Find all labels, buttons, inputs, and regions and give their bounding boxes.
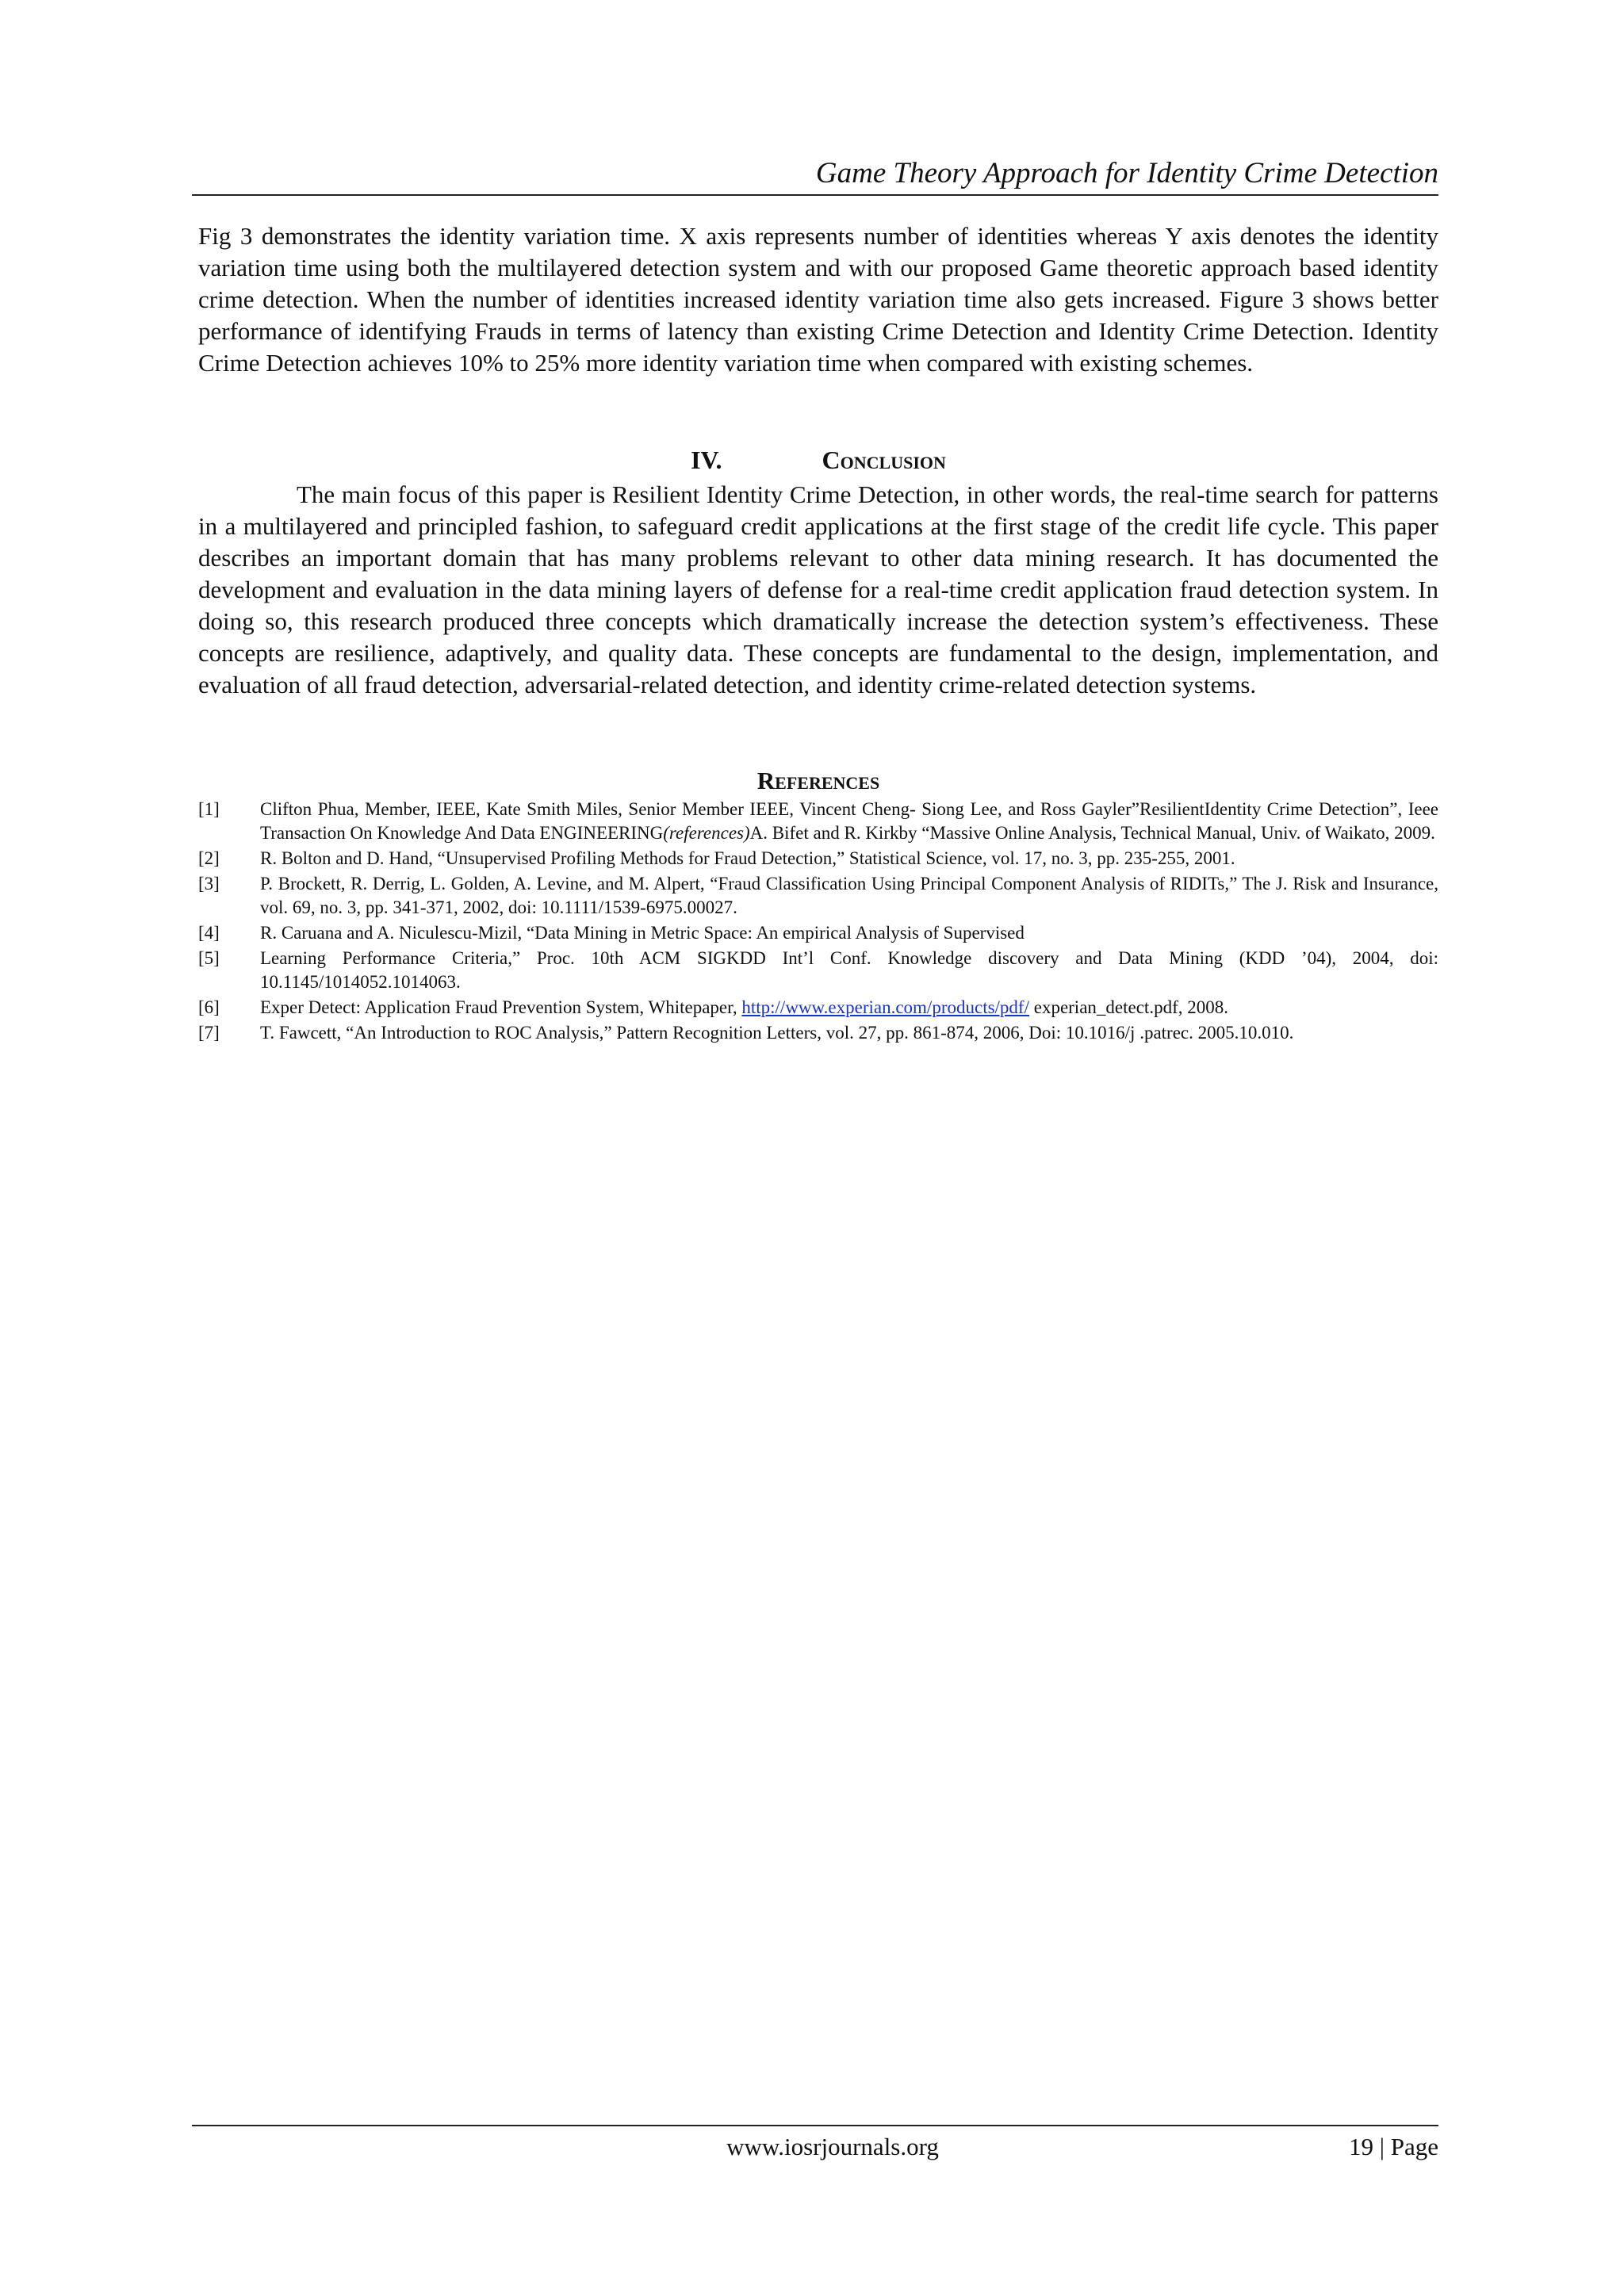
reference-item-1 [198, 798, 1438, 845]
header-divider [192, 194, 1438, 196]
conclusion-paragraph: The main focus of this paper is Resilient Identity Crime Detection, in other words, the real-time search for patterns in a multilayered and principled fashion, to safeguard credit applications at the first stage of the credit life cycle. This paper describes an important domain that has many problems relevant to other data mining research. It has documented the development and evaluation in the data mining layers of defense for a real-time credit application fraud detection system. In doing so, this research produced three concepts which dramatically increase the detection system’s effectiveness. These concepts are resilience, adaptively, and quality data. These concepts are fundamental to the design, implementation, and evaluation of all fraud detection, adversarial-related detection, and identity crime-related detection systems. [198, 480, 1438, 698]
reference-number: [5] [198, 948, 220, 968]
footer-page-number: 19 | Page [1349, 2133, 1438, 2160]
reference-item-3 [198, 872, 1438, 920]
conclusion-heading [198, 444, 1438, 476]
footer-website: www.iosrjournals.org [726, 2133, 939, 2160]
reference-text: R. Bolton and D. Hand, “Unsupervised Profiling Methods for Fraud Detection,” Statistical Science, vol. 17, no. 3, pp. 235-255, 2001. [260, 848, 1235, 868]
reference-number: [1] [198, 799, 220, 819]
reference-item-7 [198, 1021, 1438, 1045]
experian-whitepaper-link[interactable]: http://www.experian.com/products/pdf/ [741, 997, 1029, 1017]
reference-text: R. Caruana and A. Niculescu-Mizil, “Data Mining in Metric Space: An empirical Analysis of Supervised [260, 923, 1025, 943]
reference-text: P. Brockett, R. Derrig, L. Golden, A. Levine, and M. Alpert, “Fraud Classification Using Principal Component Analysis of RIDITs,” The J. Risk and Insurance, vol. 69, no. 3, pp. 341-371, 2002, doi: 10.1111/1539-6975.00027. [260, 874, 1438, 917]
reference-italic-note: (references) [663, 823, 750, 843]
footer-divider [192, 2125, 1438, 2126]
section-number: IV. [691, 446, 722, 474]
reference-number: [2] [198, 848, 220, 868]
references-heading: References [756, 767, 880, 794]
section-title: Conclusion [822, 446, 946, 474]
reference-number: [4] [198, 923, 220, 943]
reference-item-2 [198, 847, 1438, 871]
reference-item-6 [198, 996, 1438, 1020]
running-header: Game Theory Approach for Identity Crime Detection [815, 157, 1438, 189]
reference-text: T. Fawcett, “An Introduction to ROC Analysis,” Pattern Recognition Letters, vol. 27, pp. 861-874, 2006, Doi: 10.1016/j .patrec. 2005.10.010. [260, 1023, 1294, 1043]
reference-number: [6] [198, 997, 220, 1017]
reference-number: [7] [198, 1023, 220, 1043]
reference-number: [3] [198, 874, 220, 894]
reference-text: Clifton Phua, Member, IEEE, Kate Smith Miles, Senior Member IEEE, Vincent Cheng- Siong Lee, and Ross Gayler”ResilientIdentity Crime Detection”, Ieee Transaction On Knowledge And Data ENGINEERING [260, 799, 1438, 843]
reference-text: Learning Performance Criteria,” Proc. 10th ACM SIGKDD Int’l Conf. Knowledge discovery and Data Mining (KDD ’04), 2004, doi: 10.1145/1014052.1014063. [260, 948, 1438, 992]
reference-item-5 [198, 947, 1438, 994]
intro-paragraph: Fig 3 demonstrates the identity variation time. X axis represents number of identities whereas Y axis denotes the identity variation time using both the multilayered detection system and with our proposed Game theoretic approach based identity crime detection. When the number of identities increased identity variation time also gets increased. Figure 3 shows better performance of identifying Frauds in terms of latency than existing Crime Detection and Identity Crime Detection. Identity Crime Detection achieves 10% to 25% more identity variation time when compared with existing schemes. [198, 222, 1438, 377]
reference-text-continued: experian_detect.pdf, 2008. [1028, 997, 1228, 1017]
reference-item-4 [198, 921, 1438, 945]
reference-list [198, 798, 1438, 1047]
reference-text: Exper Detect: Application Fraud Prevention System, Whitepaper, [260, 997, 742, 1017]
reference-text-continued: A. Bifet and R. Kirkby “Massive Online Analysis, Technical Manual, Univ. of Waikato, 2009. [749, 823, 1435, 843]
